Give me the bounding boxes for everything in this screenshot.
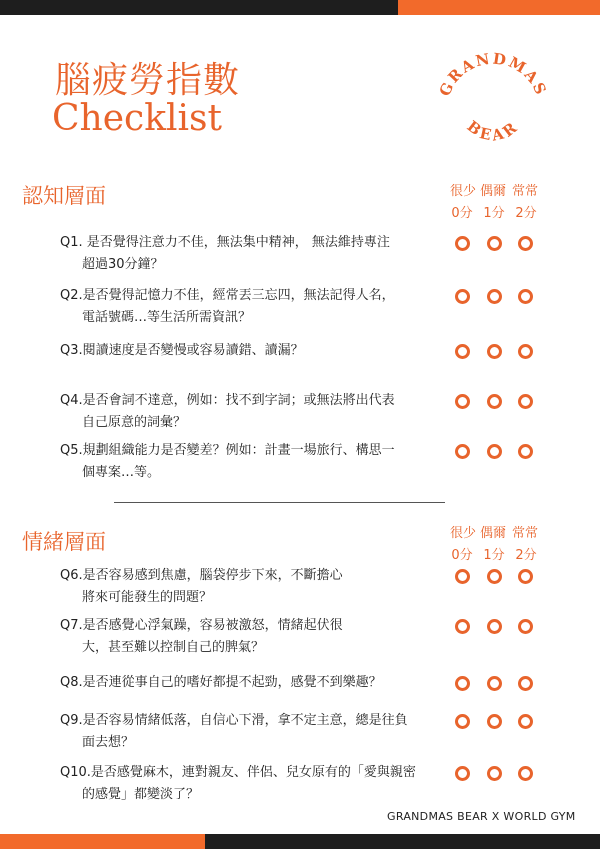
question-item — [60, 672, 440, 694]
freq-score-0: 0分 — [451, 548, 473, 563]
radio-option-often[interactable] — [518, 569, 533, 584]
top-accent-bar — [398, 0, 600, 15]
radio-option-often[interactable] — [518, 344, 533, 359]
radio-option-sometimes[interactable] — [487, 714, 502, 729]
question-item — [60, 232, 440, 276]
freq-label-rarely: 很少 — [449, 184, 476, 199]
bottom-accent-bar — [0, 834, 205, 849]
radio-option-rarely[interactable] — [455, 344, 470, 359]
question-text-continued: 自己原意的詞彙？ — [82, 415, 187, 430]
question-text-continued: 的感覺」都變淡了？ — [82, 787, 200, 802]
freq-label-sometimes: 偶爾 — [479, 526, 506, 541]
question-text: Q10.是否感覺麻木，連對親友、伴侶、兒女原有的「愛與親密 — [60, 765, 416, 780]
radio-option-sometimes[interactable] — [487, 619, 502, 634]
question-item — [60, 762, 440, 806]
radio-option-sometimes[interactable] — [487, 394, 502, 409]
question-text: Q8.是否連從事自己的嗜好都提不起勁，感覺不到樂趣？ — [60, 675, 382, 690]
radio-option-sometimes[interactable] — [487, 289, 502, 304]
question-text: Q2.是否覺得記憶力不佳，經常丟三忘四，無法記得人名， — [60, 288, 395, 303]
question-item — [60, 285, 440, 329]
radio-option-rarely[interactable] — [455, 236, 470, 251]
question-text-continued: 電話號碼…等生活所需資訊？ — [82, 310, 252, 325]
radio-option-sometimes[interactable] — [487, 766, 502, 781]
radio-option-often[interactable] — [518, 236, 533, 251]
radio-option-rarely[interactable] — [455, 569, 470, 584]
grandmas-bear-logo — [433, 50, 553, 155]
question-text-continued: 超過30分鐘？ — [82, 257, 164, 272]
svg-text:BEAR: BEAR — [463, 117, 523, 145]
radio-option-rarely[interactable] — [455, 676, 470, 691]
bottom-dark-bar — [205, 834, 600, 849]
radio-option-rarely[interactable] — [455, 444, 470, 459]
freq-score-1: 1分 — [483, 548, 505, 563]
radio-option-often[interactable] — [518, 714, 533, 729]
freq-score-2: 2分 — [515, 206, 537, 221]
radio-option-sometimes[interactable] — [487, 676, 502, 691]
radio-option-often[interactable] — [518, 766, 533, 781]
question-text-continued: 個專案…等。 — [82, 465, 161, 480]
radio-option-rarely[interactable] — [455, 394, 470, 409]
radio-option-sometimes[interactable] — [487, 444, 502, 459]
freq-label-often: 常常 — [511, 184, 538, 199]
section-title-emotional: 情緒層面 — [22, 530, 106, 554]
freq-label-sometimes: 偶爾 — [479, 184, 506, 199]
section-divider — [114, 502, 445, 503]
svg-text:GRANDMAS: GRANDMAS — [435, 50, 551, 99]
radio-option-often[interactable] — [518, 289, 533, 304]
question-text-continued: 大，甚至難以控制自己的脾氣？ — [82, 640, 265, 655]
question-text: Q6.是否容易感到焦慮，腦袋停步下來，不斷擔心 — [60, 568, 343, 583]
question-item — [60, 615, 440, 659]
radio-option-often[interactable] — [518, 394, 533, 409]
freq-score-2: 2分 — [515, 548, 537, 563]
freq-score-1: 1分 — [483, 206, 505, 221]
freq-label-often: 常常 — [511, 526, 538, 541]
page-subtitle: Checklist — [52, 98, 222, 139]
radio-option-sometimes[interactable] — [487, 344, 502, 359]
page-title: 腦疲勞指數 — [55, 60, 241, 101]
freq-score-0: 0分 — [451, 206, 473, 221]
section-title-cognitive: 認知層面 — [22, 184, 106, 208]
question-item — [60, 440, 440, 484]
question-text-continued: 面去想？ — [82, 735, 135, 750]
radio-option-often[interactable] — [518, 619, 533, 634]
question-text: Q7.是否感覺心浮氣躁，容易被激怒，情緒起伏很 — [60, 618, 343, 633]
footer-credit: GRANDMAS BEAR X WORLD GYM — [387, 810, 576, 823]
radio-option-often[interactable] — [518, 444, 533, 459]
question-text: Q3.閱讀速度是否變慢或容易讀錯、讀漏？ — [60, 343, 304, 358]
question-item — [60, 565, 440, 609]
question-item — [60, 710, 440, 754]
radio-option-rarely[interactable] — [455, 619, 470, 634]
radio-option-sometimes[interactable] — [487, 236, 502, 251]
question-text: Q4.是否會詞不達意，例如：找不到字詞；或無法將出代表 — [60, 393, 395, 408]
question-text: Q5.規劃組織能力是否變差？例如：計畫一場旅行、構思一 — [60, 443, 395, 458]
radio-option-often[interactable] — [518, 676, 533, 691]
radio-option-rarely[interactable] — [455, 714, 470, 729]
freq-label-rarely: 很少 — [449, 526, 476, 541]
question-item — [60, 340, 440, 362]
top-dark-bar — [0, 0, 398, 15]
question-item — [60, 390, 440, 434]
question-text-continued: 將來可能發生的問題？ — [82, 590, 213, 605]
radio-option-rarely[interactable] — [455, 289, 470, 304]
radio-option-rarely[interactable] — [455, 766, 470, 781]
question-text: Q9.是否容易情緒低落，自信心下滑，拿不定主意，總是往負 — [60, 713, 408, 728]
radio-option-sometimes[interactable] — [487, 569, 502, 584]
question-text: Q1. 是否覺得注意力不佳，無法集中精神， 無法維持專注 — [60, 235, 390, 250]
